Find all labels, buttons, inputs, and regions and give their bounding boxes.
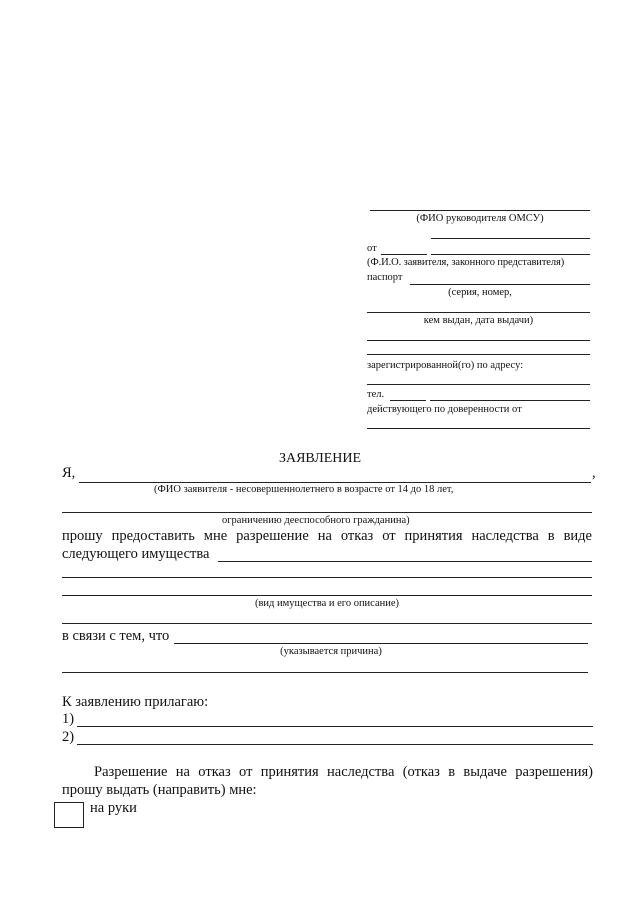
proxy-line[interactable]: [367, 428, 590, 429]
property-line-2[interactable]: [62, 577, 592, 578]
delivery-in-person-checkbox[interactable]: [54, 802, 84, 828]
limited-caption: ограничению дееспособного гражданина): [222, 515, 410, 526]
reason-caption: (указывается причина): [280, 646, 382, 657]
permit-line-2: прошу выдать (направить) мне:: [62, 782, 257, 798]
issued-caption: кем выдан, дата выдачи): [423, 315, 534, 326]
i-end-comma: ,: [592, 465, 596, 481]
attach-item-1-label: 1): [62, 711, 75, 727]
from-line-short[interactable]: [381, 254, 427, 255]
omsu-head-line[interactable]: [370, 210, 590, 211]
phone-line-long[interactable]: [430, 400, 590, 401]
property-line-1[interactable]: [218, 561, 592, 562]
phone-label: тел.: [367, 389, 385, 400]
applicant-caption: (Ф.И.О. заявителя, законного представителя): [367, 257, 565, 268]
fio-line-2[interactable]: [62, 512, 592, 513]
address-line[interactable]: [367, 384, 590, 385]
delivery-option-label: на руки: [90, 800, 137, 816]
reason-line-2[interactable]: [62, 672, 588, 673]
proxy-label: действующего по доверенности от: [367, 404, 522, 415]
document-title: ЗАЯВЛЕНИЕ: [278, 451, 362, 466]
property-line-4[interactable]: [62, 623, 592, 624]
from-label: от: [367, 243, 377, 254]
extra-line-1[interactable]: [367, 340, 590, 341]
extra-line-2[interactable]: [367, 354, 590, 355]
i-label: Я,: [62, 465, 76, 481]
attach-label: К заявлению прилагаю:: [62, 694, 209, 710]
attach-item-2-label: 2): [62, 729, 75, 745]
address-label: зарегистрированной(го) по адресу:: [367, 360, 524, 371]
permit-line-1: Разрешение на отказ от принятия наследства (отказ в выдаче разрешения): [94, 764, 593, 780]
passport-line[interactable]: [410, 284, 590, 285]
request-line-1: прошу предоставить мне разрешение на отказ от принятия наследства в виде: [62, 528, 592, 544]
fio-caption: (ФИО заявителя - несовершеннолетнего в возрасте от 14 до 18 лет,: [154, 484, 454, 495]
phone-line-short[interactable]: [390, 400, 426, 401]
omsu-head-caption: (ФИО руководителя ОМСУ): [416, 213, 544, 224]
fio-line[interactable]: [79, 482, 591, 483]
from-line-long[interactable]: [431, 238, 590, 239]
attach-item-1-line[interactable]: [77, 726, 593, 727]
property-caption: (вид имущества и его описание): [254, 598, 400, 609]
passport-caption: (серия, номер,: [448, 287, 512, 298]
request-line-2: следующего имущества: [62, 546, 210, 562]
reason-line-1[interactable]: [174, 643, 588, 644]
issued-line[interactable]: [367, 312, 590, 313]
passport-label: паспорт: [367, 272, 403, 283]
property-line-3[interactable]: [62, 595, 592, 596]
reason-label: в связи с тем, что: [62, 628, 170, 644]
from-line-long-2[interactable]: [431, 254, 590, 255]
attach-item-2-line[interactable]: [77, 744, 593, 745]
